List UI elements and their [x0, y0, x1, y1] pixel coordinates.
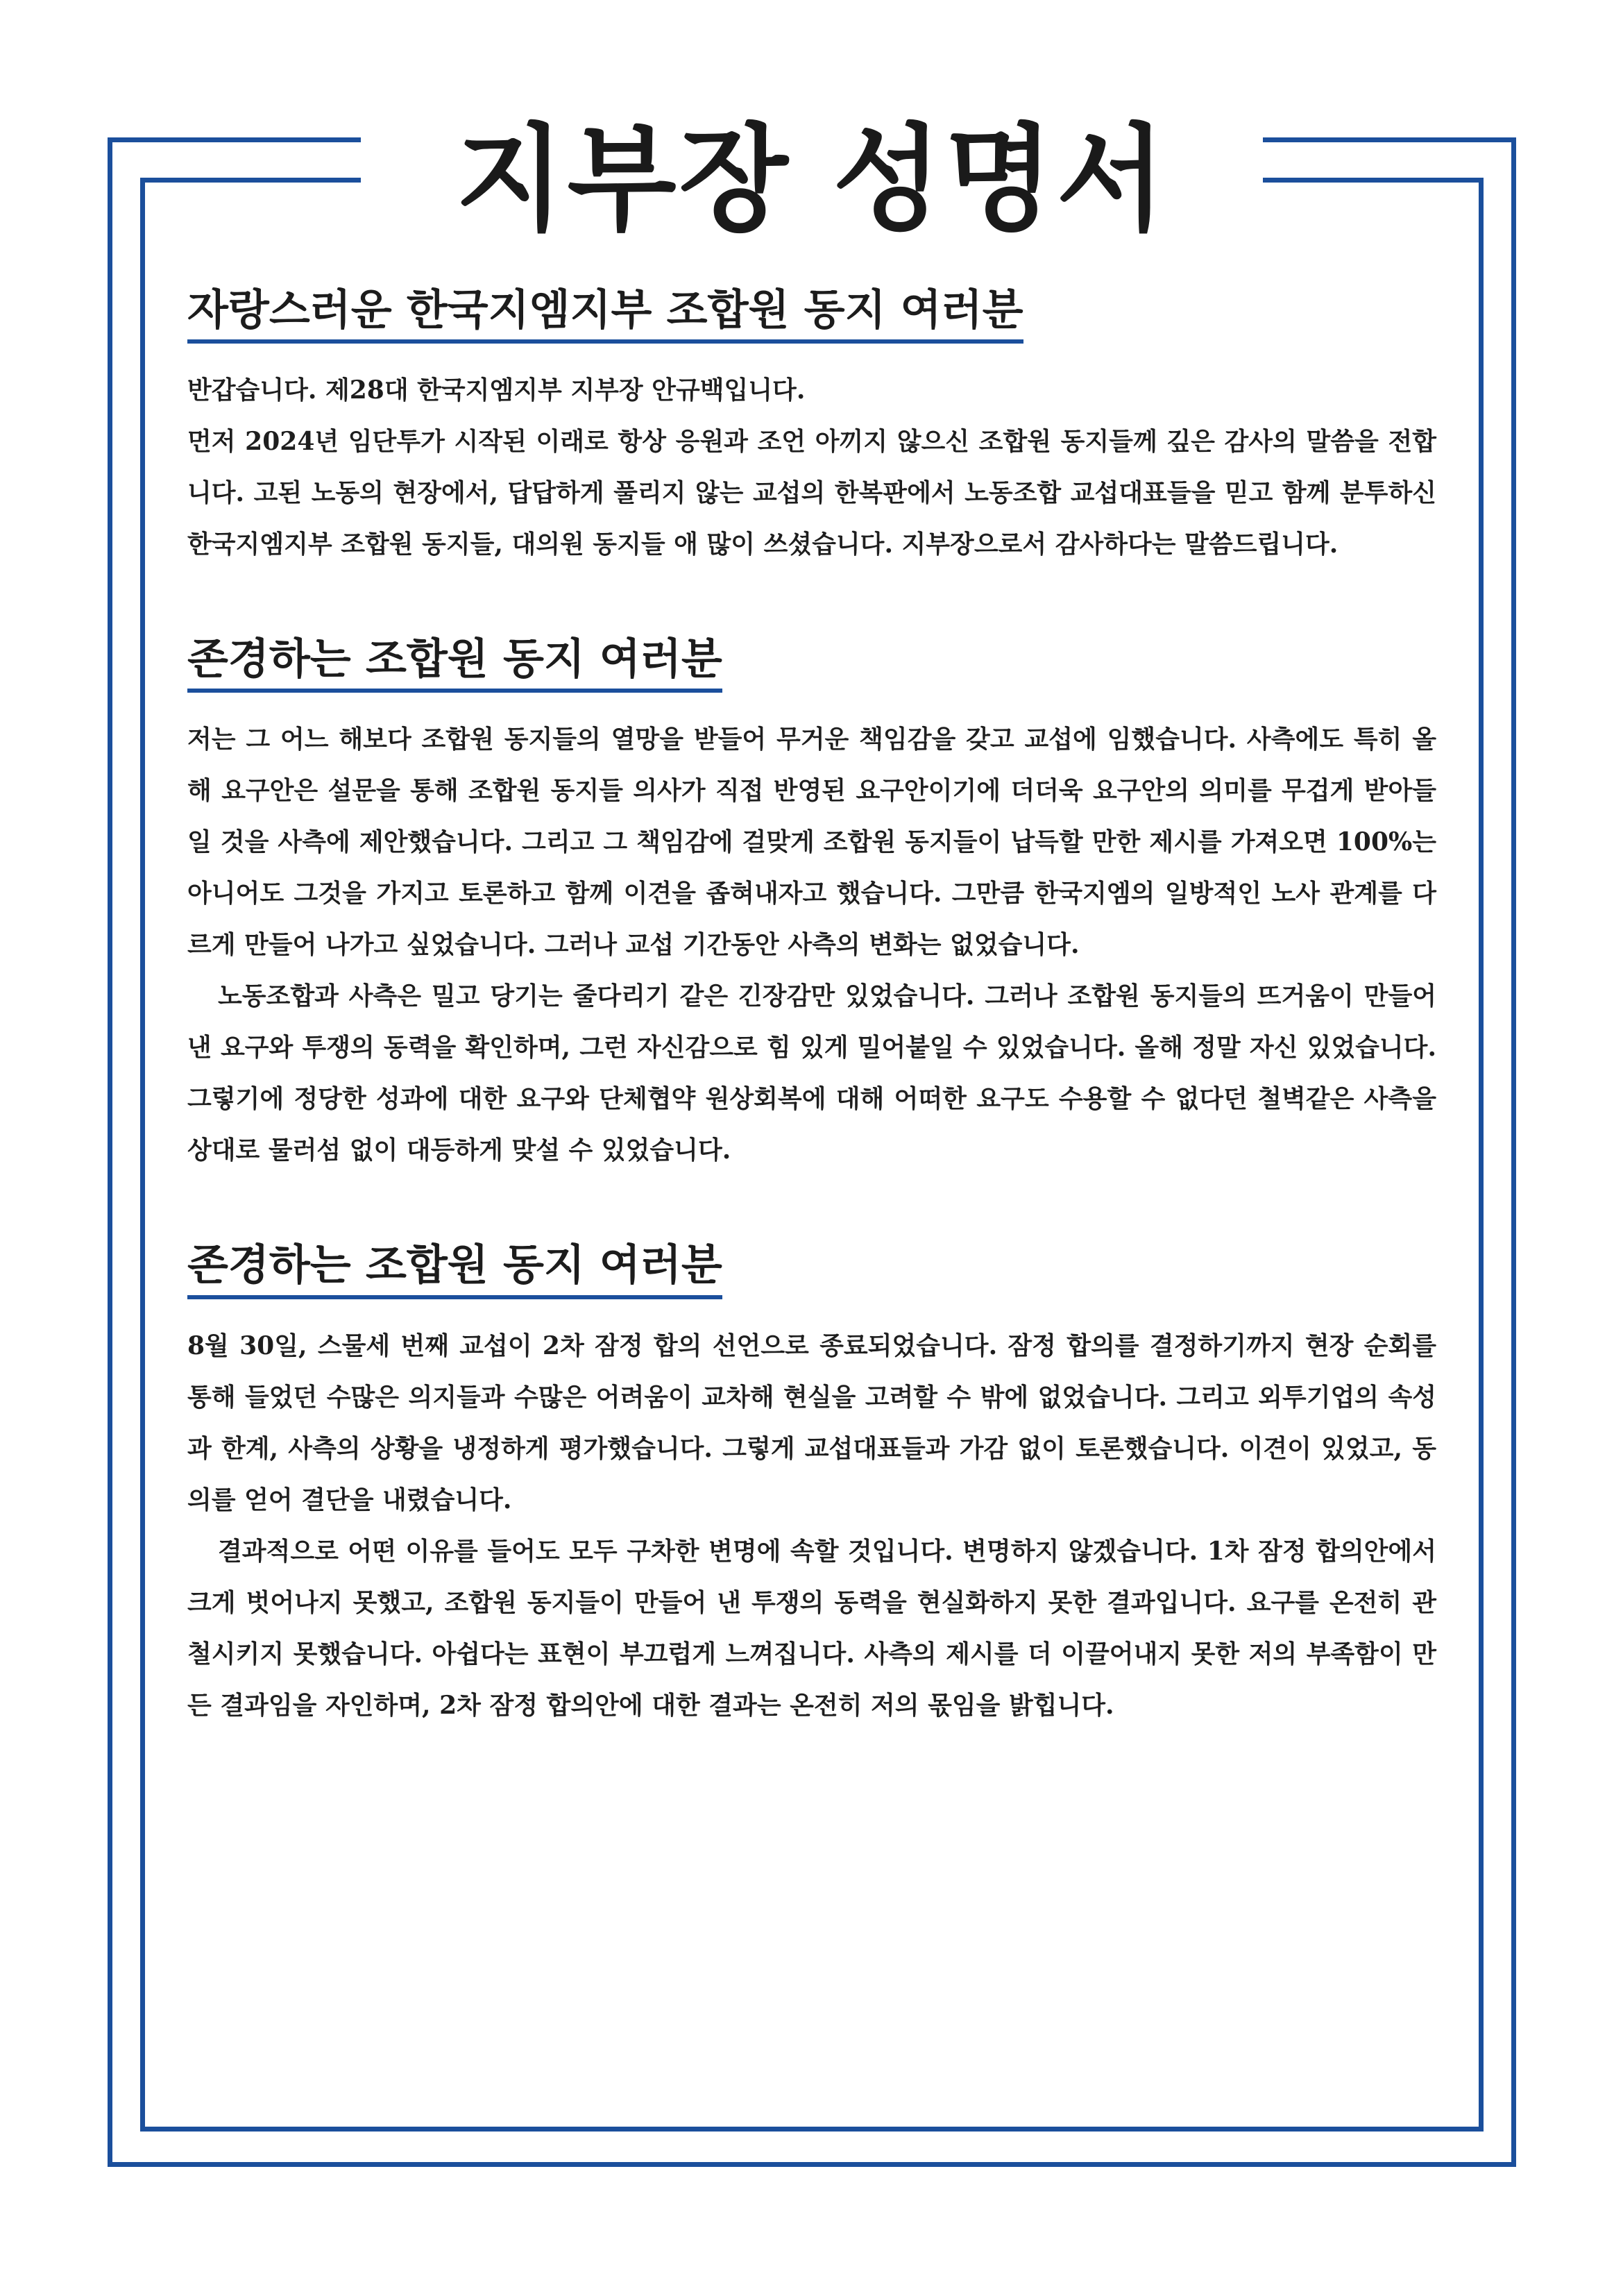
paragraph: 노동조합과 사측은 밀고 당기는 줄다리기 같은 긴장감만 있었습니다. 그러나 조합원 동지들의 뜨거움이 만들어 낸 요구와 투쟁의 동력을 확인하며, 그런 자신감으로 힘 있게 밀어붙일 수 있었습니다. 올해 정말 자신 있었습니다. 그렇기에 정당한 성과에 대한 요구와 단체협약 원상회복에 대해 어떠한 요구도 수용할 수 없다던 철벽같은 사측을 상대로 물러섬 없이 대등하게 맞설 수 있었습니다.	[187, 981, 1436, 1165]
section-heading: 존경하는 조합원 동지 여러분	[187, 634, 722, 693]
title-container	[361, 108, 1263, 247]
section-greeting	[187, 285, 1436, 570]
section-bargaining	[187, 634, 1436, 1176]
statement-body	[187, 285, 1436, 1731]
section-agreement	[187, 1240, 1436, 1730]
paragraph: 먼저 2024년 임단투가 시작된 이래로 항상 응원과 조언 아끼지 않으신 조합원 동지들께 깊은 감사의 말씀을 전합니다. 고된 노동의 현장에서, 답답하게 풀리지 않는 교섭의 한복판에서 노동조합 교섭대표들을 믿고 함께 분투하신 한국지엠지부 조합원 동지들, 대의원 동지들 애 많이 쓰셨습니다. 지부장으로서 감사하다는 말씀드립니다.	[187, 427, 1436, 559]
section-heading: 자랑스러운 한국지엠지부 조합원 동지 여러분	[187, 285, 1023, 344]
paragraph: 결과적으로 어떤 이유를 들어도 모두 구차한 변명에 속할 것입니다. 변명하지 않겠습니다. 1차 잠정 합의안에서 크게 벗어나지 못했고, 조합원 동지들이 만들어 낸 투쟁의 동력을 현실화하지 못한 결과입니다. 요구를 온전히 관철시키지 못했습니다. 아쉽다는 표현이 부끄럽게 느껴집니다. 사측의 제시를 더 이끌어내지 못한 저의 부족함이 만든 결과임을 자인하며, 2차 잠정 합의안에 대한 결과는 온전히 저의 몫임을 밝힙니다.	[187, 1536, 1436, 1720]
paragraph: 저는 그 어느 해보다 조합원 동지들의 열망을 받들어 무거운 책임감을 갖고 교섭에 임했습니다. 사측에도 특히 올해 요구안은 설문을 통해 조합원 동지들 의사가 직접 반영된 요구안이기에 더더욱 요구안의 의미를 무겁게 받아들일 것을 사측에 제안했습니다. 그리고 그 책임감에 걸맞게 조합원 동지들이 납득할 만한 제시를 가져오면 100%는 아니어도 그것을 가지고 토론하고 함께 이견을 좁혀내자고 했습니다. 그만큼 한국지엠의 일방적인 노사 관계를 다르게 만들어 나가고 싶었습니다. 그러나 교섭 기간동안 사측의 변화는 없었습니다.	[187, 725, 1436, 960]
page-title: 지부장 성명서	[455, 113, 1169, 247]
paragraph: 반갑습니다. 제28대 한국지엠지부 지부장 안규백입니다.	[187, 375, 806, 405]
section-heading: 존경하는 조합원 동지 여러분	[187, 1240, 722, 1299]
paragraph: 8월 30일, 스물세 번째 교섭이 2차 잠정 합의 선언으로 종료되었습니다. 잠정 합의를 결정하기까지 현장 순회를 통해 들었던 수많은 의지들과 수많은 어려움이 교차해 현실을 고려할 수 밖에 없었습니다. 그리고 외투기업의 속성과 한계, 사측의 상황을 냉정하게 평가했습니다. 그렇게 교섭대표들과 가감 없이 토론했습니다. 이견이 있었고, 동의를 얻어 결단을 내렸습니다.	[187, 1331, 1436, 1514]
